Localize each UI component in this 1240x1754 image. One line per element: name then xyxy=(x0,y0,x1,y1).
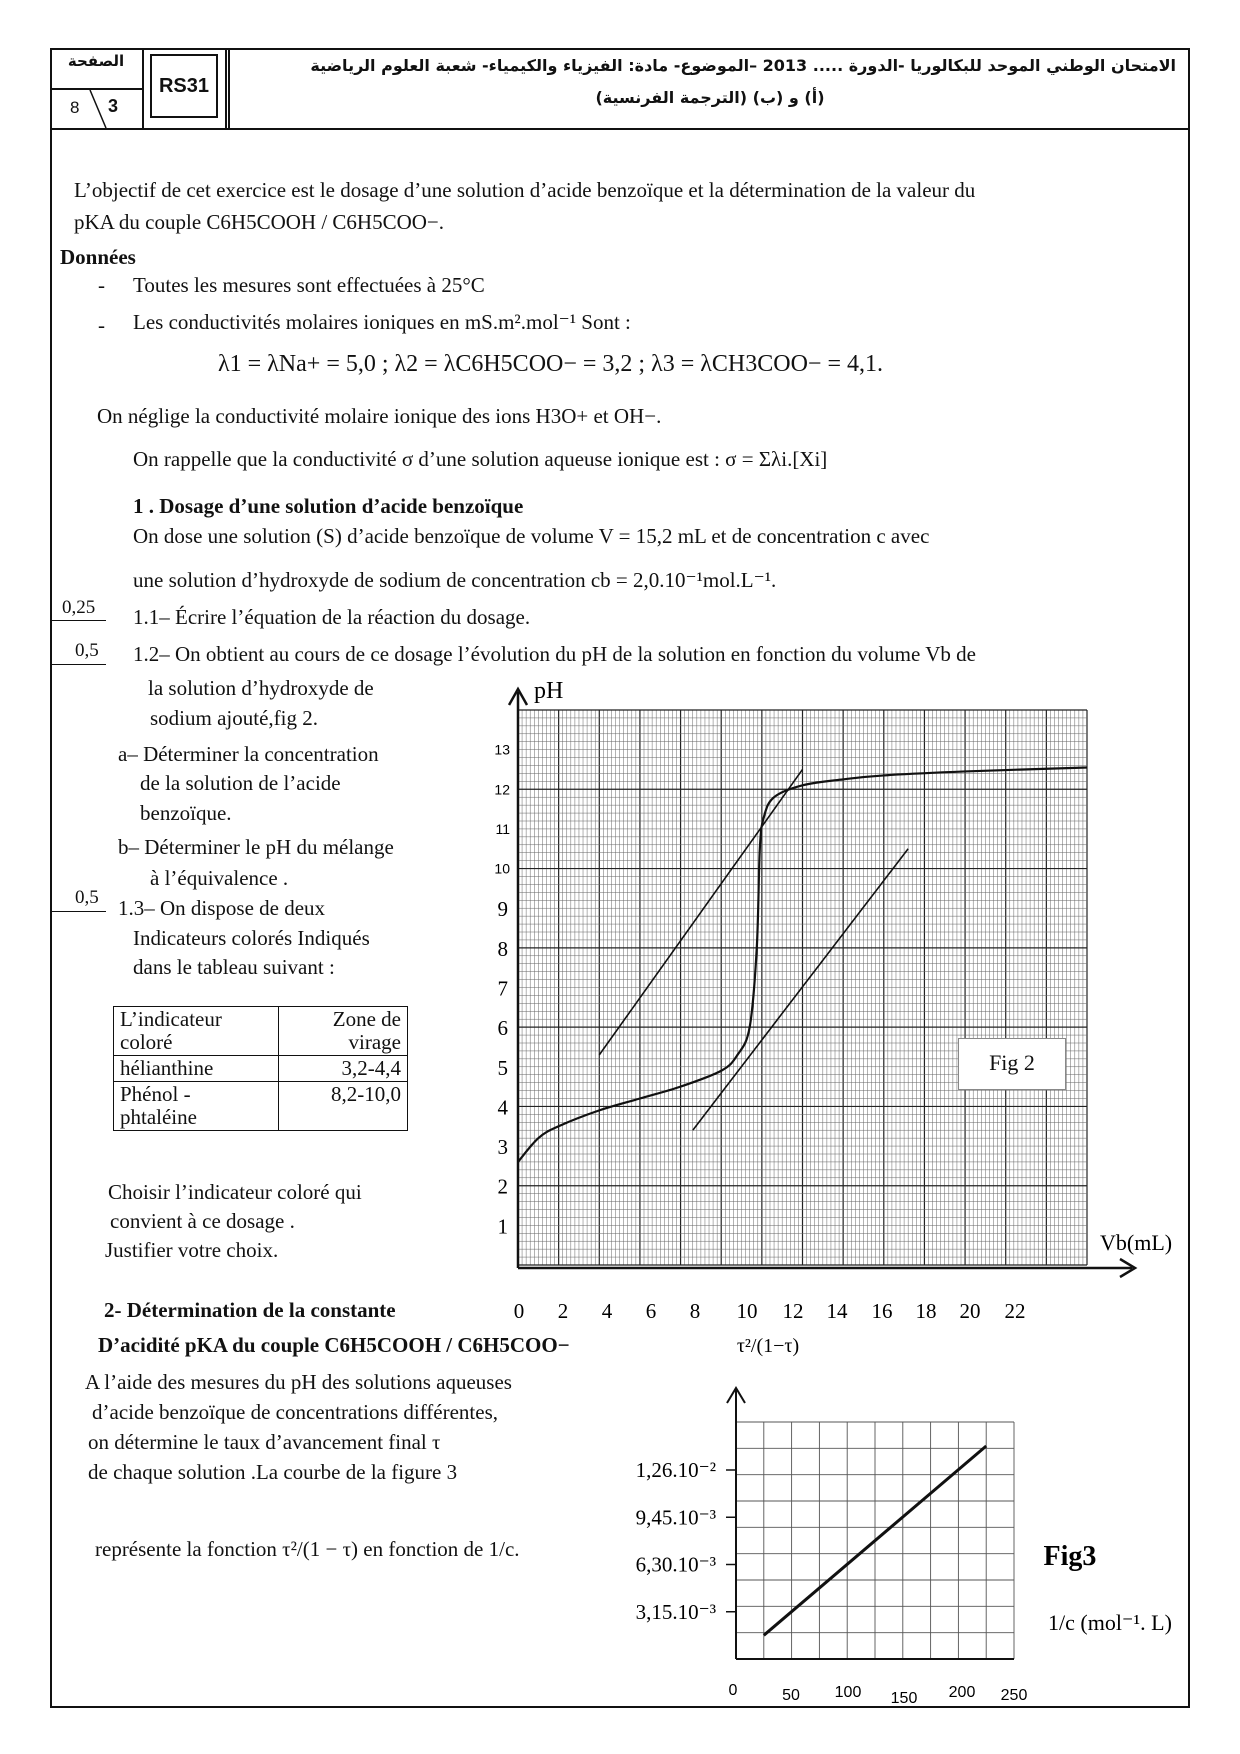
table-cell: 3,2-4,4 xyxy=(278,1056,407,1082)
x-tick-label: 150 xyxy=(890,1690,918,1707)
fig2-label: Fig 2 xyxy=(958,1038,1066,1090)
bullet-dash: - xyxy=(98,313,105,337)
header-title: الامتحان الوطني الموحد للبكالوريا -الدورة ..... 2013 –الموضوع- مادة: الفيزياء والكيمياء- شعبة العلوم الرياضية xyxy=(310,56,1176,75)
part1-text-2: une solution d’hydroxyde de sodium de concentration cb = 2,0.10⁻¹mol.L⁻¹. xyxy=(133,568,777,592)
y-tick-label: 3,15.10⁻³ xyxy=(635,1599,716,1624)
question-1-3-line-1: 1.3– On dispose de deux xyxy=(118,896,326,920)
choose-line-1: Choisir l’indicateur coloré qui xyxy=(108,1180,362,1204)
y-tick-label: 12 xyxy=(494,781,510,798)
page-label: الصفحة xyxy=(67,52,125,70)
y-tick-label: 4 xyxy=(497,1095,508,1120)
x-tick-label: 100 xyxy=(834,1684,862,1701)
x-axis-label: 1/c (mol⁻¹. L) xyxy=(1048,1610,1172,1635)
page-total: 8 xyxy=(70,98,80,117)
y-tick-label: 7 xyxy=(497,976,508,1001)
intro-line-1: L’objectif de cet exercice est le dosage d’une solution d’acide benzoïque et la détermination de la valeur du xyxy=(74,178,976,202)
x-tick-label: 18 xyxy=(915,1299,937,1323)
donnees-item-1: Toutes les mesures sont effectuées à 25°C xyxy=(133,273,485,297)
mark-q12: 0,5 xyxy=(75,640,99,661)
y-tick-label: 13 xyxy=(494,741,510,758)
x-tick-label: 50 xyxy=(782,1687,800,1704)
question-1-2-line-2: la solution d’hydroxyde de xyxy=(148,676,374,700)
x-tick-label: 14 xyxy=(826,1299,848,1323)
y-tick-label: 10 xyxy=(494,860,510,877)
conductivity-recall: On rappelle que la conductivité σ d’une solution aqueuse ionique est : σ = Σλi.[Xi] xyxy=(133,447,828,471)
y-axis-label: pH xyxy=(534,678,564,704)
x-tick-label: 10 xyxy=(736,1299,758,1323)
x-tick-label: 2 xyxy=(557,1299,569,1323)
part2-text-line-2: d’acide benzoïque de concentrations différentes, xyxy=(92,1400,499,1424)
question-1-2-line-3: sodium ajouté,fig 2. xyxy=(150,706,318,730)
table-header-cell: Zone de virage xyxy=(278,1007,407,1056)
y-tick-label: 2 xyxy=(497,1174,508,1199)
fig3-title: Fig3 xyxy=(1043,1541,1097,1572)
x-tick-label: 200 xyxy=(948,1684,976,1701)
conductivity-values: λ1 = λNa+ = 5,0 ; λ2 = λC6H5COO− = 3,2 ; λ3 = λCH3COO− = 4,1. xyxy=(218,351,883,377)
part2-text-line-4: de chaque solution .La courbe de la figure 3 xyxy=(88,1460,458,1484)
question-b-line-2: à l’équivalence . xyxy=(150,866,289,890)
y-tick-label: 3 xyxy=(497,1135,508,1160)
x-tick-label: 16 xyxy=(871,1299,893,1323)
part1-text-1: On dose une solution (S) d’acide benzoïque de volume V = 15,2 mL et de concentration c avec xyxy=(133,524,930,548)
table-cell: 8,2-10,0 xyxy=(278,1082,407,1131)
x-tick-label: 0 xyxy=(728,1682,738,1699)
question-1-3-line-2: Indicateurs colorés Indiqués xyxy=(133,926,370,950)
page-current: 3 xyxy=(108,96,119,116)
donnees-item-2: Les conductivités molaires ioniques en mS.m².mol⁻¹ Sont : xyxy=(133,310,631,334)
x-tick-label: 250 xyxy=(1000,1687,1028,1704)
y-tick-label: 5 xyxy=(497,1055,508,1080)
part2-title-line-1: 2- Détermination de la constante xyxy=(104,1298,396,1322)
table-header-cell: L’indicateur coloré xyxy=(114,1007,279,1056)
question-b-line-1: b– Déterminer le pH du mélange xyxy=(118,835,394,859)
question-1-2-line-1: 1.2– On obtient au cours de ce dosage l’évolution du pH de la solution en fonction du volume Vb de xyxy=(133,642,976,666)
part2-text-line-3: on détermine le taux d’avancement final τ xyxy=(88,1430,441,1454)
y-tick-label: 1 xyxy=(497,1214,508,1239)
y-tick-label: 9 xyxy=(497,897,508,922)
y-tick-label: 9,45.10⁻³ xyxy=(635,1505,716,1530)
x-tick-label: 20 xyxy=(959,1299,981,1323)
y-tick-label: 11 xyxy=(495,820,510,837)
header-subtitle: (أ) و (ب) (الترجمة الفرنسية) xyxy=(595,88,825,107)
x-tick-label: 0 xyxy=(513,1299,525,1323)
table-cell: Phénol - phtaléine xyxy=(114,1082,279,1131)
intro-line-2: pKA du couple C6H5COOH / C6H5COO−. xyxy=(74,210,445,234)
part2-text-line-1: A l’aide des mesures du pH des solutions aqueuses xyxy=(85,1370,512,1394)
mark-q11: 0,25 xyxy=(62,597,96,618)
x-tick-label: 22 xyxy=(1004,1299,1026,1323)
question-a-line-1: a– Déterminer la concentration xyxy=(118,742,379,766)
part2-text-line-5: représente la fonction τ²/(1 − τ) en fonction de 1/c. xyxy=(95,1537,520,1561)
question-1-1: 1.1– Écrire l’équation de la réaction du dosage. xyxy=(133,605,531,629)
donnees-title: Données xyxy=(60,245,136,269)
x-tick-label: 8 xyxy=(689,1299,701,1323)
mark-q13: 0,5 xyxy=(75,887,99,908)
y-tick-label: 6 xyxy=(497,1016,508,1041)
x-axis-label: Vb(mL) xyxy=(1100,1230,1173,1255)
question-a-line-3: benzoïque. xyxy=(140,801,232,825)
part1-title: 1 . Dosage d’une solution d’acide benzoïque xyxy=(133,494,524,518)
neglect-statement: On néglige la conductivité molaire ionique des ions H3O+ et OH−. xyxy=(97,404,662,428)
y-tick-label: 1,26.10⁻² xyxy=(635,1458,716,1482)
y-tick-label: 6,30.10⁻³ xyxy=(635,1552,716,1577)
part2-title-line-2: D’acidité pKA du couple C6H5COOH / C6H5COO− xyxy=(98,1333,570,1357)
y-axis-label: τ²/(1−τ) xyxy=(736,1335,800,1357)
table-cell: hélianthine xyxy=(114,1056,279,1082)
question-1-3-line-3: dans le tableau suivant : xyxy=(133,955,335,979)
x-tick-label: 12 xyxy=(782,1299,804,1323)
choose-line-2: convient à ce dosage . xyxy=(110,1209,295,1233)
bullet-dash: - xyxy=(98,273,105,297)
choose-line-3: Justifier votre choix. xyxy=(105,1238,279,1262)
y-tick-label: 8 xyxy=(497,936,508,961)
question-a-line-2: de la solution de l’acide xyxy=(140,771,341,795)
x-tick-label: 4 xyxy=(601,1299,613,1323)
subject-code: RS31 xyxy=(150,54,218,118)
x-tick-label: 6 xyxy=(645,1299,657,1323)
